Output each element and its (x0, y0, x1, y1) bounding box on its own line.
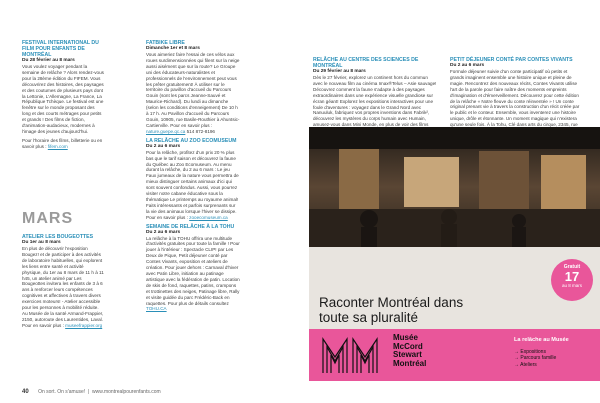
page-number: 40 (22, 389, 29, 395)
centre-heading: RELÂCHE AU CENTRE DES SCIENCES DE MONTRÉAL (313, 57, 419, 69)
fifem-dates: Du 28 février au 8 mars (22, 58, 75, 63)
zoo-body: Pour la relâche, profitez d'un prix 20 % plus bas que le tarif saison et découvrez la faune du Québec au Zoo Ecomuseum. Au menu durant la relâche, du 2 au 6 mars : Le jeu Faux jumeaux de la nature vous permettra de mieux distinguer certains animaux d'ici qui sont souvent confondus. Aussi, vous pourrez visiter notre cabane éducative sous la thématique Le printemps au royaume animal! Faits intéressants et parfois surprenants sur la vie des animaux lorsque l'hiver se dissipe. Pour en savoir plus : (146, 149, 239, 220)
bougeottes-dates: Du 1er au 8 mars (22, 240, 61, 245)
dejeuner-heading: PETIT DÉJEUNER CONTÉ PAR CONTES VIVANTS (450, 57, 573, 63)
zoo-heading: LA RELÂCHE AU ZOO ECOMUSEUM (146, 137, 237, 144)
ad-pink-band (309, 329, 600, 381)
fifem-body: Vous voulez voyager pendant la semaine de relâche ? Alors rendez-vous pour la 28ème édition du FIFEM. Vous découvrirez des histoires, des paysages et des coutumes de plusieurs pays dont la Lettonie, L'Allemagne, La France, La République Tchèque. Le festival est une fenêtre sur le monde proposant des long et des courts métrages pour petits et grands ! Des films de fiction, d'animation-audacieux, modernes à l'image des jeunes d'aujourd'hui. (22, 64, 104, 134)
column-1 (22, 40, 104, 153)
badge-top: Gratuit (563, 264, 581, 270)
museum-interior-image (309, 127, 600, 247)
museum-name-1: Musée (393, 333, 418, 342)
fifem-link[interactable]: fifem.com (47, 143, 68, 149)
zoo-dates: Du 2 au 6 mars (146, 143, 181, 149)
museum-photo (309, 127, 600, 247)
museum-advertisement[interactable] (309, 247, 600, 381)
ad-activity-list (514, 349, 556, 368)
page-footer: 40 On sort. On s'amuse! | www.montrealpourenfants.com (22, 389, 161, 395)
museum-name (393, 334, 426, 368)
bougeottes-heading: ATELIER LES BOUGEOTTES (22, 234, 94, 240)
bougeottes-link[interactable]: museefrappier.org (65, 322, 103, 328)
fifem-more: Pour l'horaire des films, billetterie ou en savoir plus : (22, 137, 103, 149)
ad-headline-line2: toute sa pluralité (319, 310, 419, 325)
bougeottes-body: En plus de découvrir l'exposition Bougez! et de participer à des activités de laboratoire habituelles, qui explorent les liens entre santé et activité physique, du 1er au 8 mars de 11 h à 11 h45, un atelier animé par Les Bougeottes invitera les enfants de 3 à 6 ans à renforcer leurs compétences cognitives et affectives à travers divers exercices moteurs! - Atelier accessible pour les personnes à mobilité réduite. Au Musée de la santé Armand-Frappier, 2150, autoroute des Laurentides, Laval. Pour en savoir plus : (22, 246, 104, 328)
museum-name-4: Montréal (393, 358, 427, 368)
zoo-link[interactable]: zooecomuseum.ca (189, 214, 228, 220)
column-1b (22, 234, 104, 332)
column-4 (450, 57, 582, 137)
column-2 (146, 40, 240, 315)
month-heading: MARS (22, 210, 74, 227)
fifem-heading: FESTIVAL INTERNATIONAL DU FILM POUR ENFANTS DE MONTRÉAL (22, 40, 99, 58)
tohu-body: La relâche à la TOHU offrira une multitude d'activités gratuites pour toute la famille ! Pour jouer à l'intérieur : Spectacle CLIP! par Les Deux de Pique, Petit déjeuner conté par Contes Vivants, exposition et ateliers de création. Pour jouer dehors : Carnaval d'hiver avec Patin Libre, initiation au patinage artistique avec la fédération de patin. Location de skis de fond, raquettes, patins, crampons et trottinettes des neiges, Patinage libre, Rally et visite guidée du parc Frédéric-Back en raquettes. Pour plus de détails consultez (146, 235, 240, 306)
footer-tagline: On sort. On s'amuse! (38, 389, 86, 395)
ad-headline-line1: Raconter Montréal dans (319, 295, 464, 310)
badge-bottom: au 8 mars (561, 283, 582, 288)
fatbike-dates: Dimanche 1er et 8 mars (146, 46, 200, 51)
dejeuner-body: Formule déjeuner suivie d'un conte participatif où petits et grands imaginent ensemble une histoire unique et pleine de magie. Rencontrez des nouveaux récits, Contes Vivants utilise l'art de la parole pour faire naître des moments empreints d'imagination et d'émerveillement. Découvrez pour cette édition de la relâche « Notre fleuve du conte réinventée » ! Un conte original prenant vie à travers la construction d'un récit créée par le public et le conteur. Ensemble, vous inventerez une histoire unique, drôle et étonnante. Un moment magique qui n'existera qu'une seule fois. À la Tohu, Clé dans arts du cirque, 2345, rue (450, 69, 580, 128)
ad-item-parcours: → Parcours famille (514, 355, 557, 362)
badge-date: 17 (564, 269, 580, 284)
ad-headline (319, 295, 463, 325)
museum-name-2: McCord (393, 341, 423, 351)
tohu-heading: SEMAINE DE RELÂCHE À LA TOHU (146, 223, 235, 230)
ad-item-expositions: → Expositions (514, 349, 546, 355)
footer-url[interactable]: www.montrealpourenfants.com (92, 389, 161, 395)
museum-name-3: Stewart (393, 350, 422, 360)
centre-dates: Du 29 février au 8 mars (313, 69, 366, 74)
fatbike-body: Vous aimeriez faire l'essai de ces vélos aux roues surdimensionnées qui filent sur la neige aussi aisément que sur la route? Le Groupe uni des éducateurs-naturalistes et professionnels de l'environnement peut vous les prêter gratuitement! À utiliser sur le territoire du pavillon d'accueil du Parcours Gouin (sont les parcs Jeanne-Sauvé et Maurice-Richard). Du lundi au dimanche (selon les conditions d'enneigement) De 10 h à 17 h. Au Pavillon d'accueil du Parcours Gouin, 10905, rue Basile-Routhier à Ahuntsic-Cartierville. Pour en savoir plus : (146, 52, 240, 128)
relache-label: La relâche au Musée (514, 337, 569, 343)
ad-item-ateliers: → Ateliers (514, 361, 537, 368)
fatbike-link[interactable]: nature.guepe.qc.ca (146, 128, 186, 134)
free-badge (551, 259, 593, 301)
fatbike-heading: FATBIKE LIBRE (146, 40, 185, 46)
museum-logo-icon (321, 335, 381, 375)
fatbike-phone: 514 872-8196 (186, 128, 215, 134)
dejeuner-dates: Du 2 au 6 mars (450, 63, 485, 68)
tohu-dates: Du 2 au 6 mars (146, 229, 181, 235)
tohu-link[interactable]: TOHU.CA (146, 306, 167, 312)
centre-body: Dès le 27 février, explorez un continent hors du commun avec le nouveau film au cinéma Imax®Telus – Asie sauvage! Découvrez comment la faune s'adapte à des paysages extraordinaires dans une expérience visuelle grandiose sur écran géant! Explorez les expositions interactives pour une foule d'aventures : voyagez dans le Grand Nord avec Nanuuluk, fabriquez vos propres inventions dans Fabrik², découvrez les mystères du corps humain avec Humain, amusez-vous dans Mini Monde, en plus de voir des films (313, 75, 437, 128)
